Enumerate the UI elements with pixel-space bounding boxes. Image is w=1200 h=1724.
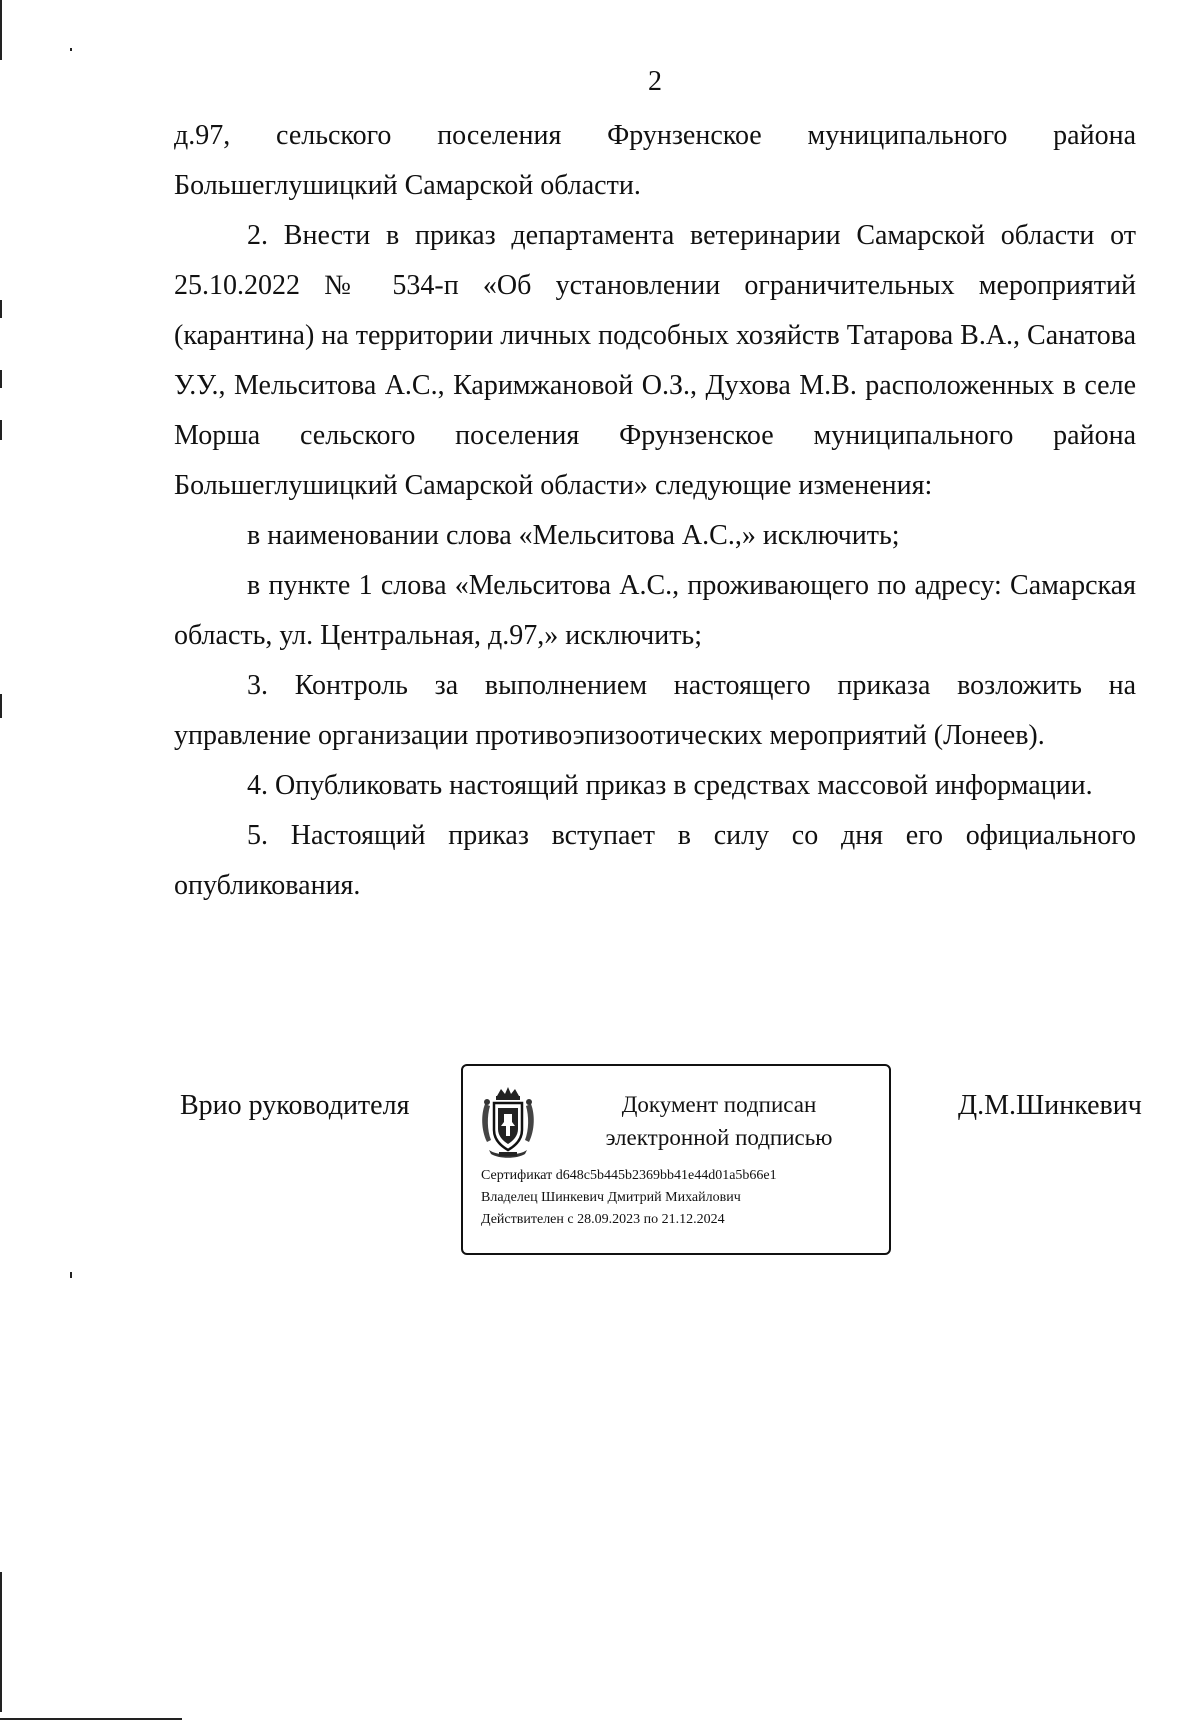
paragraph-item-4: 4. Опубликовать настоящий приказ в средствах массовой информации. [247,770,1093,801]
paragraph-change-title: в наименовании слова «Мельситова А.С.,» исключить; [247,520,900,551]
scan-bottom-rule [0,1718,182,1720]
stamp-details [481,1165,881,1231]
scan-margin-line-top [0,0,2,60]
signer-name: Д.М.Шинкевич [958,1090,1142,1121]
paragraph-change-item-1: в пункте 1 слова «Мельситова А.С., проживающего по адресу: Самарская область, ул. Центральная, д.97,» исключить; [174,570,1136,651]
scan-margin-tick [0,370,2,388]
paragraph-address-continuation: д.97, сельского поселения Фрунзенское муниципального района Большеглушицкий Самарской области. [174,120,1136,201]
paragraph-item-2: 2. Внести в приказ департамента ветеринарии Самарской области от 25.10.2022 № 534-п «Об установлении ограничительных мероприятий (карантина) на территории личных подсобных хозяйств Татарова В.А., Санатова У.У., Мельситова А.С., Каримжановой О.З., Духова М.В. расположенных в селе Морша сельского поселения Фрунзенское муниципального района Большеглушицкий Самарской области» следующие изменения: [174,220,1136,501]
signer-title: Врио руководителя [180,1090,410,1121]
scan-margin-tick [0,694,2,718]
scan-margin-line-bottom [0,1572,2,1712]
scan-margin-tick [70,48,72,51]
page-number: 2 [648,66,662,97]
scan-margin-tick [0,300,2,318]
paragraph-item-5: 5. Настоящий приказ вступает в силу со дня его официального опубликования. [174,820,1136,901]
stamp-title [569,1088,869,1154]
stamp-title-line-1: Документ подписан [621,1092,817,1117]
paragraph-item-3: 3. Контроль за выполнением настоящего приказа возложить на управление организации противоэпизоотических мероприятий (Лонеев). [174,670,1136,751]
scan-margin-tick [0,420,2,440]
stamp-owner: Владелец Шинкевич Дмитрий Михайлович [481,1190,741,1205]
scan-margin-tick [70,1272,72,1278]
stamp-validity: Действителен с 28.09.2023 по 21.12.2024 [481,1212,725,1227]
coat-of-arms-icon [479,1086,537,1160]
stamp-certificate: Сертификат d648c5b445b2369bb41e44d01a5b66e1 [481,1168,777,1183]
document-body [174,111,1136,911]
electronic-signature-stamp [461,1064,891,1255]
stamp-title-line-2: электронной подписью [605,1125,833,1150]
